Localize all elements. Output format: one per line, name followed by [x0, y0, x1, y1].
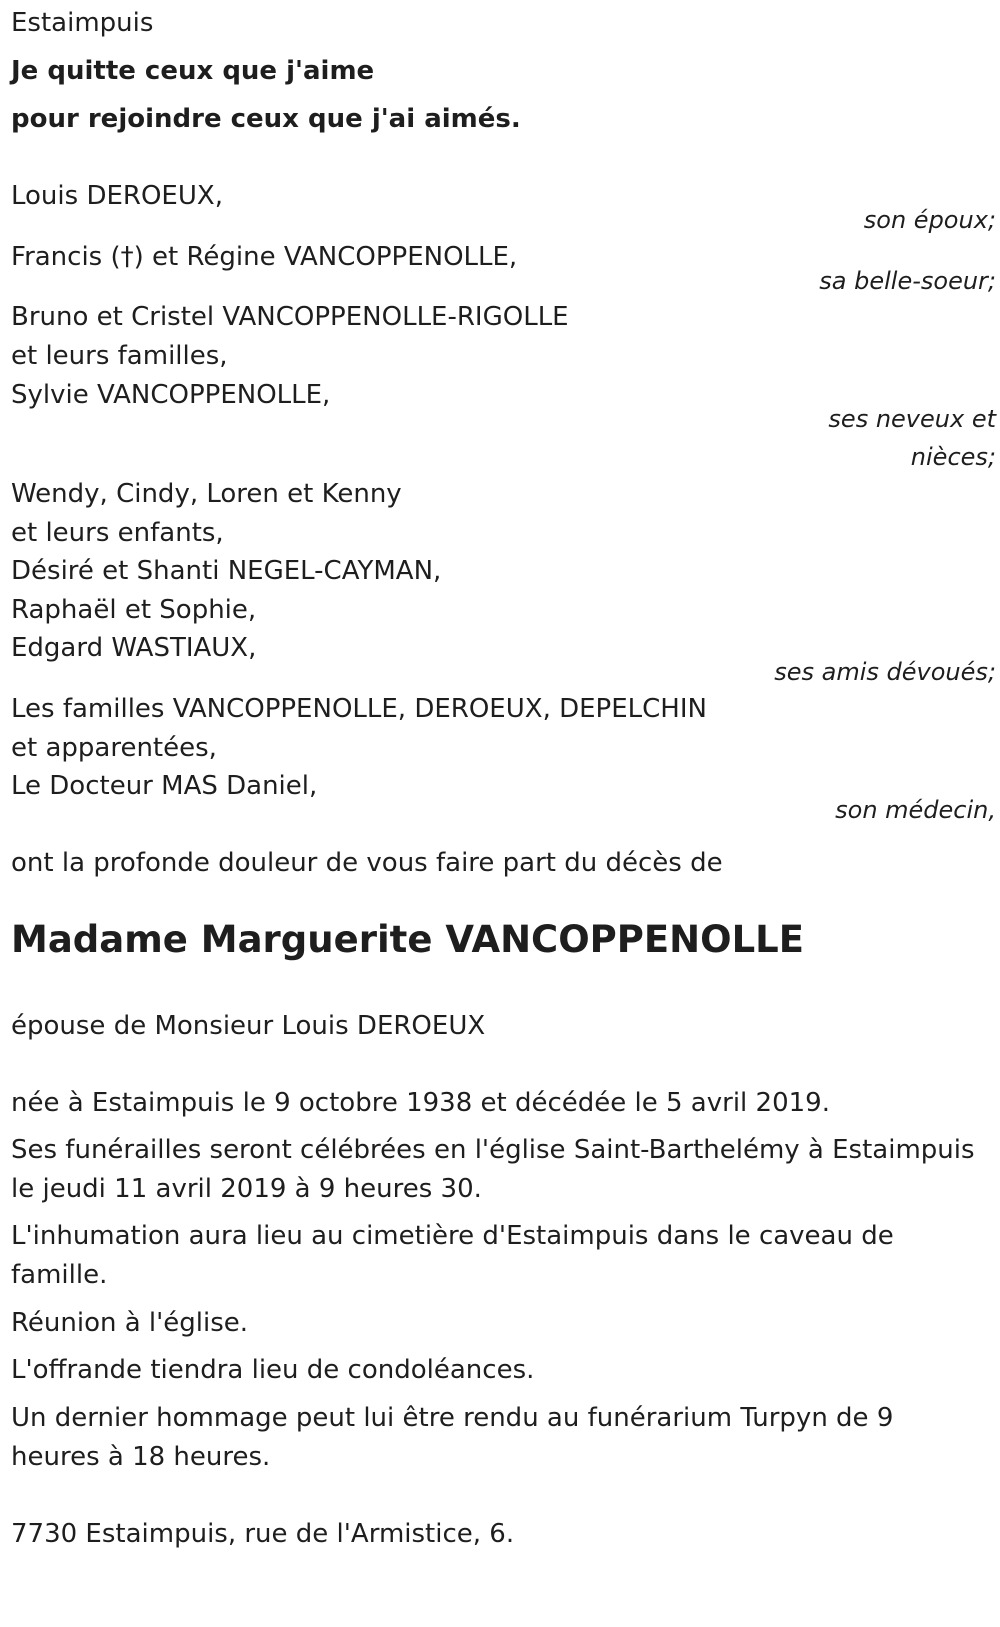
mourner-line: et leurs enfants,	[11, 518, 224, 548]
relation-label: son époux;	[863, 206, 996, 234]
detail-line: Un dernier hommage peut lui être rendu au funérarium Turpyn de 9	[11, 1403, 894, 1433]
relation-label: sa belle-soeur;	[819, 267, 996, 295]
mourner-line: Francis (†) et Régine VANCOPPENOLLE,	[11, 242, 518, 272]
mourner-line: Bruno et Cristel VANCOPPENOLLE-RIGOLLE	[11, 302, 569, 332]
detail-line: Réunion à l'église.	[11, 1308, 249, 1338]
detail-line: famille.	[11, 1260, 108, 1290]
relation-label: ses neveux et	[828, 405, 996, 433]
address: 7730 Estaimpuis, rue de l'Armistice, 6.	[11, 1519, 515, 1549]
detail-line: heures à 18 heures.	[11, 1442, 271, 1472]
deceased-name: Madame Marguerite VANCOPPENOLLE	[11, 918, 805, 961]
detail-line: L'inhumation aura lieu au cimetière d'Estaimpuis dans le caveau de	[11, 1221, 894, 1251]
mourner-line: Raphaël et Sophie,	[11, 595, 257, 625]
mourner-line: Le Docteur MAS Daniel,	[11, 771, 318, 801]
quote-line-2: pour rejoindre ceux que j'ai aimés.	[11, 104, 521, 134]
mourner-line: Sylvie VANCOPPENOLLE,	[11, 380, 331, 410]
mourner-line: Louis DEROEUX,	[11, 181, 223, 211]
mourner-line: Désiré et Shanti NEGEL-CAYMAN,	[11, 556, 442, 586]
announcement: ont la profonde douleur de vous faire part du décès de	[11, 848, 723, 878]
mourner-line: Edgard WASTIAUX,	[11, 633, 257, 663]
spouse-line: épouse de Monsieur Louis DEROEUX	[11, 1011, 486, 1041]
quote-line-1: Je quitte ceux que j'aime	[11, 56, 375, 86]
detail-line: née à Estaimpuis le 9 octobre 1938 et décédée le 5 avril 2019.	[11, 1088, 830, 1118]
relation-label: ses amis dévoués;	[774, 658, 996, 686]
relation-label: nièces;	[910, 443, 996, 471]
mourner-line: Wendy, Cindy, Loren et Kenny	[11, 479, 402, 509]
relation-label: son médecin,	[835, 796, 996, 824]
mourner-line: et leurs familles,	[11, 341, 228, 371]
detail-line: le jeudi 11 avril 2019 à 9 heures 30.	[11, 1174, 482, 1204]
location-header: Estaimpuis	[11, 8, 154, 38]
detail-line: Ses funérailles seront célébrées en l'église Saint-Barthelémy à Estaimpuis	[11, 1135, 975, 1165]
mourner-line: Les familles VANCOPPENOLLE, DEROEUX, DEPELCHIN	[11, 694, 707, 724]
mourner-line: et apparentées,	[11, 733, 217, 763]
detail-line: L'offrande tiendra lieu de condoléances.	[11, 1355, 535, 1385]
